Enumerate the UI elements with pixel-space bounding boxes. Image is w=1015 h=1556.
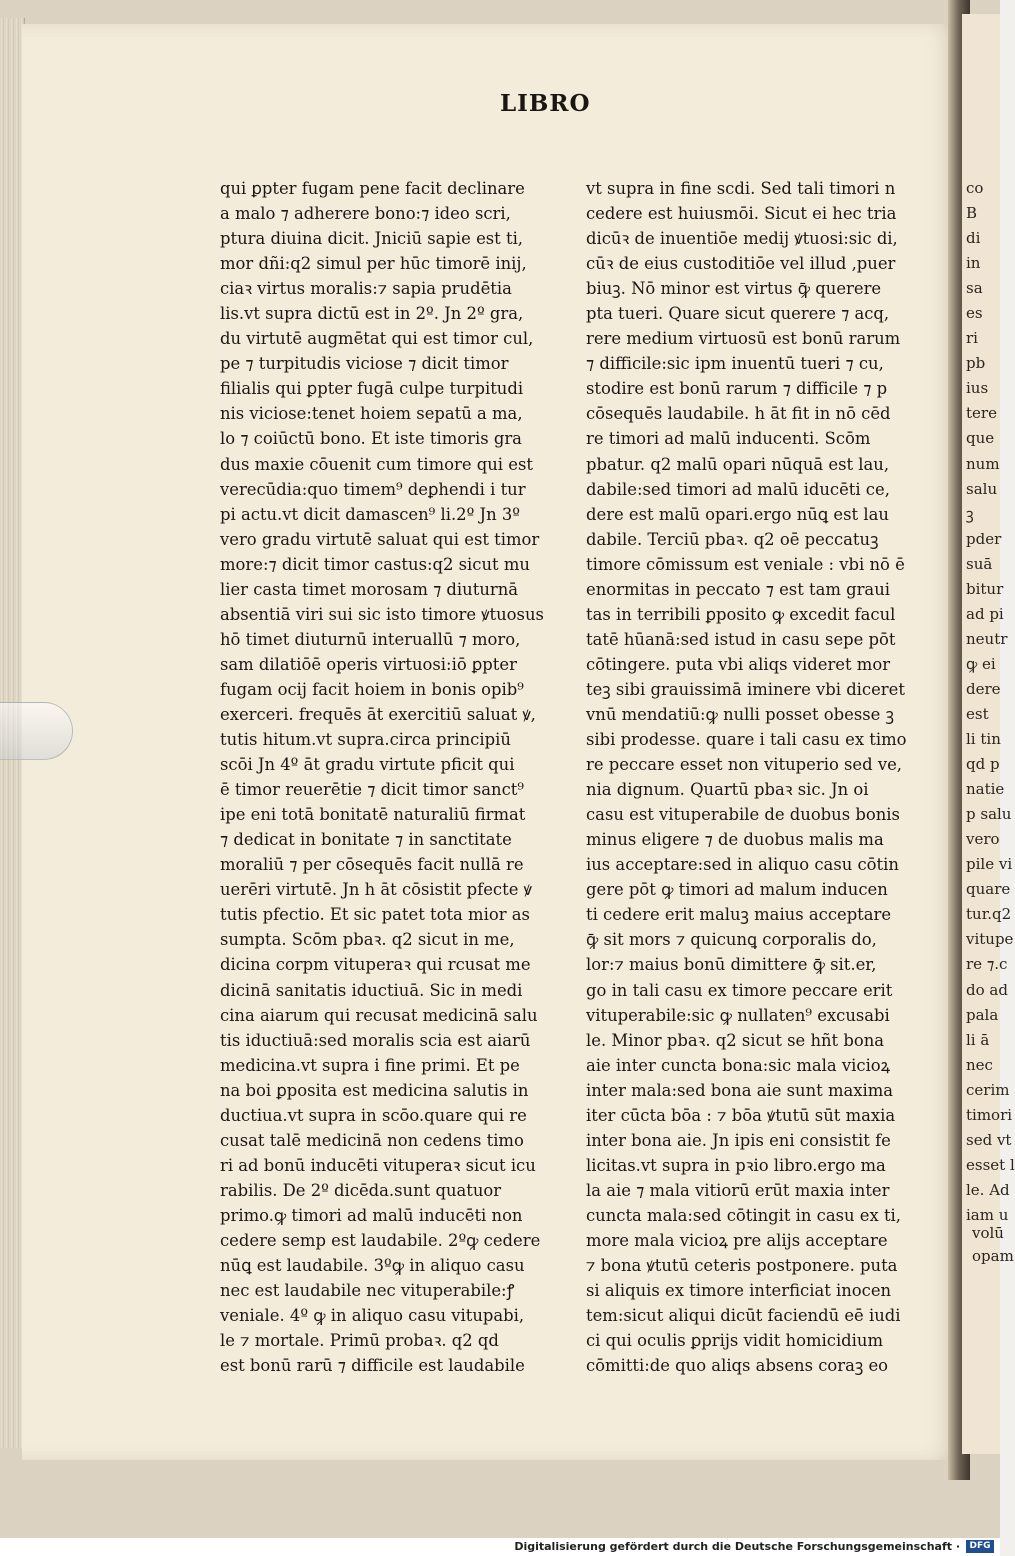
fragment-line: ꝫ <box>966 504 974 523</box>
text-line: vituperabile:sic ꝙ nullaten⁹ excusabi <box>586 1005 890 1025</box>
text-line: exerceri. frequēs āt exercitiū saluat ꝟ, <box>220 704 536 724</box>
text-line: iter cūcta bōa : ⁊ bōa ꝟtutū sūt maxia <box>586 1105 896 1125</box>
page-clip-holder <box>0 702 73 760</box>
text-line: fugam ocij facit hoiem in bonis opib⁹ <box>220 679 524 699</box>
text-line: pbatur. q2 malū opari nūquā est lau, <box>586 454 890 474</box>
text-line: hō timet diuturnū interuallū ⁊ moro, <box>220 629 521 649</box>
text-line: cedere est huiusmōi. Sicut ei hec tria <box>586 204 897 224</box>
text-line: ciaꝛ virtus moralis:⁊ sapia prudētia <box>220 279 512 299</box>
text-line: nia dignum. Quartū pbaꝛ sic. Jn oi <box>586 780 869 800</box>
fragment-line: neutr <box>966 629 1008 648</box>
text-line: ti cedere erit maluꝫ maius acceptare <box>586 905 892 925</box>
fragment-line: di <box>966 229 981 248</box>
fragment-line: pder <box>966 529 1002 548</box>
fragment-line: volū <box>972 1224 1004 1242</box>
text-line: dus maxie cōuenit cum timore qui est <box>220 454 533 474</box>
text-line: nec est laudabile nec vituperabile:ꝭ <box>220 1281 515 1301</box>
fragment-line: nec <box>966 1055 993 1074</box>
fragment-line: opam <box>972 1247 1014 1265</box>
text-line: dicinā sanitatis iductiuā. Sic in medi <box>220 980 523 1000</box>
text-line: lo ⁊ coiūctū bono. Et iste timoris gra <box>220 429 522 449</box>
fragment-line: pile vi <box>966 855 1013 874</box>
text-line: re timori ad malū inducenti. Scōm <box>586 429 871 449</box>
text-line: gere pōt ꝙ timori ad malum inducen <box>586 880 888 900</box>
fragment-line: do ad <box>966 980 1008 999</box>
dfg-logo: DFG <box>966 1540 994 1553</box>
text-line: est bonū rarū ⁊ difficile est laudabile <box>220 1356 525 1376</box>
text-line: du virtutē augmētat qui est timor cul, <box>220 329 534 349</box>
text-line: na boi ꝑposita est medicina salutis in <box>220 1080 529 1100</box>
fragment-line: vitupe <box>966 930 1014 949</box>
left-text-column <box>220 176 544 1378</box>
text-line: aie inter cuncta bona:sic mala vicioꝝ <box>586 1055 891 1075</box>
text-line: tatē hūanā:sed istud in casu sepe pōt <box>586 629 896 649</box>
text-line: enormitas in peccato ⁊ est tam graui <box>586 579 890 599</box>
text-line: vero gradu virtutē saluat qui est timor <box>220 529 540 549</box>
text-line: la aie ⁊ mala vitiorū erūt maxia inter <box>586 1180 890 1200</box>
text-line: rere medium virtuosū est bonū rarum <box>586 329 901 349</box>
text-line: filialis qui ꝑpter fugā culpe turpitudi <box>220 379 524 399</box>
fragment-line: in <box>966 254 981 273</box>
text-line: ꝙ̄ sit mors ⁊ quicunꝗ corporalis do, <box>586 930 877 950</box>
text-line: go in tali casu ex timore peccare erit <box>586 980 893 1000</box>
text-line: casu est vituperabile de duobus bonis <box>586 805 900 825</box>
text-line: dicūꝛ de inuentiōe medij ꝟtuosi:sic di, <box>586 229 898 249</box>
fragment-line: tere <box>966 404 997 423</box>
fragment-line: ius <box>966 379 989 398</box>
text-line: mor dñi:q2 simul per hūc timorē inij, <box>220 254 527 274</box>
text-line: scōi Jn 4º āt gradu virtute pficit qui <box>220 755 515 775</box>
fragment-line: pala <box>966 1005 999 1024</box>
text-line: cina aiarum qui recusat medicinā salu <box>220 1005 538 1025</box>
fragment-line: sed vt <box>966 1130 1012 1149</box>
text-line: rabilis. De 2º dicēda.sunt quatuor <box>220 1180 502 1200</box>
text-line: inter mala:sed bona aie sunt maxima <box>586 1080 894 1100</box>
running-head: LIBRO <box>500 90 591 117</box>
text-line: cusat talē medicinā non cedens timo <box>220 1130 524 1150</box>
right-page-fragment-column <box>966 176 1015 1228</box>
text-line: tutis hitum.vt supra.circa principiū <box>220 730 511 750</box>
text-line: cōsequēs laudabile. h āt fit in nō cēd <box>586 404 891 424</box>
text-line: dabile. Terciū pbaꝛ. q2 oē peccatuꝫ <box>586 529 879 549</box>
text-line: veniale. 4º ꝙ in aliquo casu vitupabi, <box>220 1306 525 1326</box>
text-line: sumpta. Scōm pbaꝛ. q2 sicut in me, <box>220 930 515 950</box>
text-line: tem:sicut aliqui dicūt faciendū eē iudi <box>586 1306 901 1326</box>
text-line: ⁊ bona ꝟtutū ceteris postponere. puta <box>586 1256 898 1276</box>
fragment-line: salu <box>966 479 998 498</box>
text-line: si aliquis ex timore interficiat inocen <box>586 1281 892 1301</box>
fragment-line: re ⁊.c <box>966 955 1008 974</box>
fragment-line: es <box>966 304 983 323</box>
text-line: ci qui oculis ꝑprijs vidit homicidium <box>586 1331 884 1351</box>
fragment-line: sa <box>966 279 983 298</box>
fragment-line: le. Ad <box>966 1180 1010 1199</box>
fragment-line: p salu <box>966 805 1012 824</box>
text-line: ⁊ difficile:sic ipm inuentū tueri ⁊ cu, <box>586 354 884 374</box>
text-line: nūꝗ est laudabile. 3ºꝙ in aliquo casu <box>220 1256 525 1276</box>
fragment-line: suā <box>966 554 993 573</box>
text-line: dere est malū opari.ergo nūꝗ est lau <box>586 504 889 524</box>
fragment-line: cerim <box>966 1080 1010 1099</box>
text-line: le ⁊ mortale. Primū probaꝛ. q2 qd <box>220 1331 499 1351</box>
text-line: dabile:sed timori ad malū iducēti ce, <box>586 479 890 499</box>
text-line: verecūdia:quo timem⁹ deꝑhendi i tur <box>220 479 526 499</box>
text-line: more mala vicioꝝ pre alijs acceptare <box>586 1230 888 1250</box>
text-line: teꝫ sibi grauissimā iminere vbi diceret <box>586 679 905 699</box>
footer-credit: Digitalisierung gefördert durch die Deutsche Forschungsgemeinschaft · <box>514 1540 960 1553</box>
fragment-line: ꝙ ei <box>966 654 996 673</box>
text-line: tas in terribili ꝑposito ꝙ excedit facul <box>586 604 896 624</box>
text-line: stodire est bonū rarum ⁊ difficile ⁊ p <box>586 379 888 399</box>
text-line: absentiā viri sui sic isto timore ꝟtuosus <box>220 604 544 624</box>
right-page-bottom-fragments <box>972 1222 1014 1268</box>
fragment-line: quare <box>966 880 1011 899</box>
text-line: qui ꝑpter fugam pene facit declinare <box>220 179 525 198</box>
text-line: re peccare esset non vituperio sed ve, <box>586 755 902 775</box>
fragment-line: vero <box>966 830 1000 849</box>
text-line: lor:⁊ maius bonū dimittere ꝙ̄ sit.er, <box>586 955 877 975</box>
text-line: vnū mendatiū:ꝙ nulli posset obesse ꝫ <box>586 704 894 724</box>
text-line: minus eligere ⁊ de duobus malis ma <box>586 830 884 850</box>
fragment-line: co <box>966 179 984 197</box>
text-line: lier casta timet morosam ⁊ diuturnā <box>220 579 519 599</box>
fragment-line: natie <box>966 780 1005 799</box>
fragment-line: dere <box>966 679 1001 698</box>
text-line: sam dilatiōē operis virtuosi:iō ꝑpter <box>220 654 517 674</box>
text-line: dicina corpm vituperaꝛ qui rcusat me <box>220 955 531 975</box>
text-line: cedere semp est laudabile. 2ºꝙ cedere <box>220 1230 541 1250</box>
text-line: le. Minor pbaꝛ. q2 sicut se hñt bona <box>586 1030 885 1050</box>
text-line: inter bona aie. Jn ipis eni consistit fe <box>586 1130 891 1150</box>
text-line: ⁊ dedicat in bonitate ⁊ in sanctitate <box>220 830 512 850</box>
fragment-line: ri <box>966 329 978 348</box>
text-line: a malo ⁊ adherere bono:⁊ ideo scri, <box>220 204 511 224</box>
text-line: sibi prodesse. quare i tali casu ex timo <box>586 730 907 750</box>
text-line: cōtingere. puta vbi aliqs videret mor <box>586 654 891 674</box>
text-line: ri ad bonū inducēti vituperaꝛ sicut icu <box>220 1155 536 1175</box>
fragment-line: iam u <box>966 1205 1009 1224</box>
text-line: pta tueri. Quare sicut querere ⁊ acq, <box>586 304 890 324</box>
text-line: cuncta mala:sed cōtingit in casu ex ti, <box>586 1205 901 1225</box>
text-line: ē timor reuerētie ⁊ dicit timor sanct⁹ <box>220 780 524 800</box>
fragment-line: li ā <box>966 1030 990 1049</box>
text-line: tis iductiuā:sed moralis scia est aiarū <box>220 1030 531 1050</box>
text-line: more:⁊ dicit timor castus:q2 sicut mu <box>220 554 530 574</box>
fragment-line: timori <box>966 1105 1013 1124</box>
text-line: cōmitti:de quo aliqs absens coraꝫ eo <box>586 1356 889 1376</box>
text-line: uerēri virtutē. Jn h āt cōsistit pfecte ꝟ <box>220 880 532 900</box>
text-line: tutis pfectio. Et sic patet tota mior as <box>220 905 530 925</box>
text-line: timore cōmissum est veniale : vbi nō ē <box>586 554 905 574</box>
text-line: nis viciose:tenet hoiem sepatū a ma, <box>220 404 523 424</box>
text-line: moraliū ⁊ per cōsequēs facit nullā re <box>220 855 524 875</box>
text-line: pi actu.vt dicit damascen⁹ li.2º Jn 3º <box>220 504 520 524</box>
fragment-line: num <box>966 454 1000 473</box>
fragment-line: ad pi <box>966 604 1004 623</box>
text-line: medicina.vt supra i fine primi. Et pe <box>220 1055 520 1075</box>
text-line: ius acceptare:sed in aliquo casu cōtin <box>586 855 899 875</box>
fragment-line: qd p <box>966 755 1000 774</box>
fragment-line: pb <box>966 354 986 373</box>
text-line: biuꝫ. Nō minor est virtus ꝙ̄ querere <box>586 279 882 299</box>
fragment-line: esset l <box>966 1155 1015 1174</box>
text-line: ipe eni totā bonitatē naturaliū firmat <box>220 805 526 825</box>
text-line: vt supra in fine scdi. Sed tali timori n <box>586 179 896 198</box>
fragment-line: B <box>966 204 978 223</box>
fragment-line: bitur <box>966 579 1004 598</box>
right-text-column <box>586 176 907 1378</box>
fragment-line: tur.q2 <box>966 905 1012 924</box>
fragment-line: que <box>966 429 995 448</box>
text-line: licitas.vt supra in pꝛio libro.ergo ma <box>586 1155 886 1175</box>
text-line: pe ⁊ turpitudis viciose ⁊ dicit timor <box>220 354 509 374</box>
footer-bar <box>0 1538 1000 1556</box>
fragment-line: li tin <box>966 730 1001 749</box>
text-line: ductiua.vt supra in scōo.quare qui re <box>220 1105 527 1125</box>
text-line: cūꝛ de eius custoditiōe vel illud ,puer <box>586 254 896 274</box>
text-line: ptura diuina dicit. Jniciū sapie est ti, <box>220 229 524 249</box>
text-line: lis.vt supra dictū est in 2º. Jn 2º gra, <box>220 304 524 324</box>
fragment-line: est <box>966 704 989 723</box>
text-line: primo.ꝙ timori ad malū inducēti non <box>220 1205 523 1225</box>
